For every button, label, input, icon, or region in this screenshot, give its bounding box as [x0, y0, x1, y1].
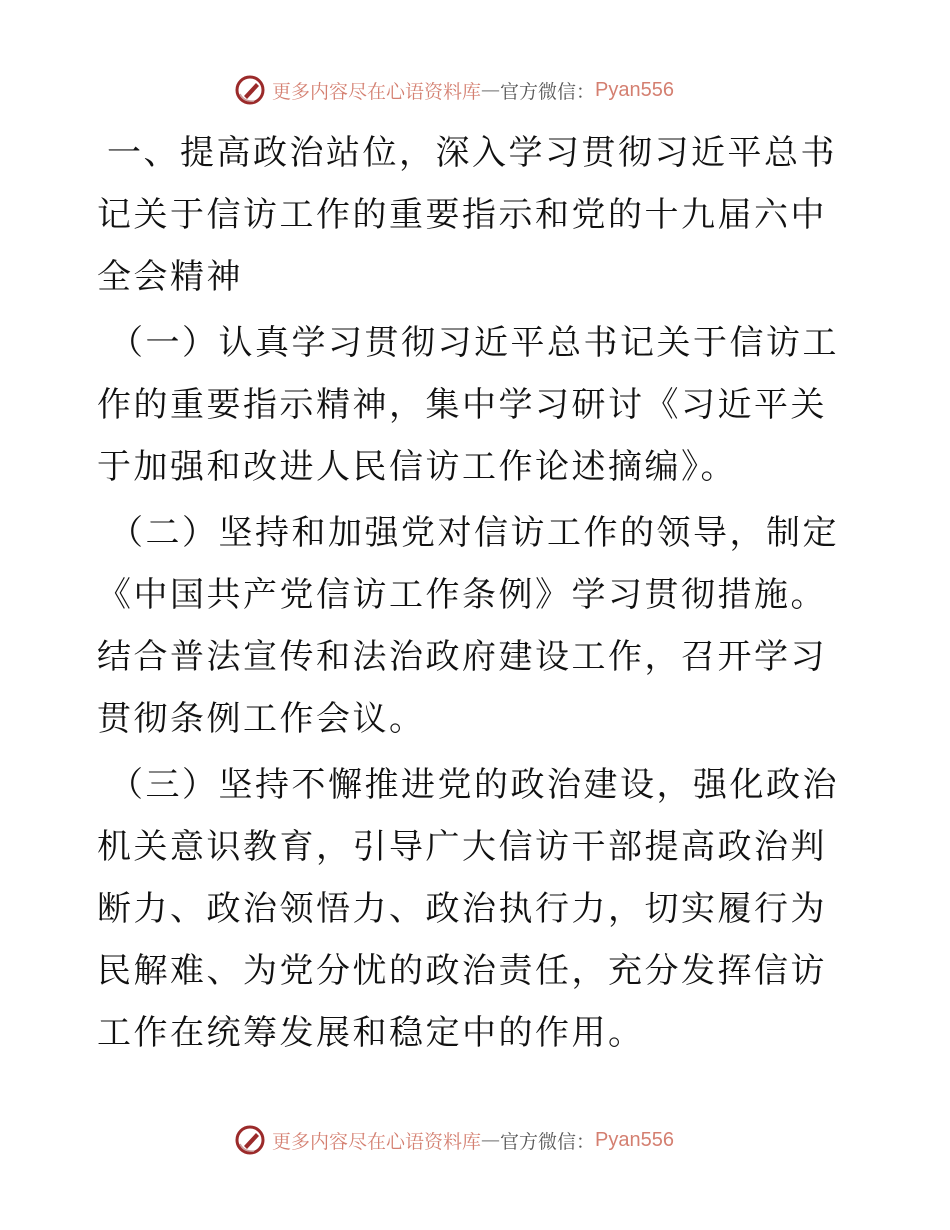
- pen-logo-icon: [234, 1124, 266, 1156]
- header-watermark: [234, 72, 674, 108]
- footer-watermark: [234, 1122, 674, 1158]
- section-heading: 一、提高政治站位，深入学习贯彻习近平总书记关于信访工作的重要指示和党的十九届六中全会精神: [97, 133, 837, 297]
- watermark-wechat-label: 官方微信：: [500, 1130, 596, 1153]
- watermark-dash: —: [481, 1129, 501, 1151]
- watermark-wechat-id: Pyan556: [595, 1128, 674, 1151]
- watermark-dash: —: [481, 79, 501, 101]
- document-body: [97, 122, 857, 1064]
- watermark-wechat-id: Pyan556: [595, 78, 674, 101]
- paragraph-1: （一）认真学习贯彻习近平总书记关于信访工作的重要指示精神，集中学习研讨《习近平关于加强和改进人民信访工作论述摘编》。: [97, 323, 839, 487]
- watermark-wechat-label: 官方微信：: [500, 80, 596, 103]
- pen-logo-icon: [234, 74, 266, 106]
- watermark-site-text: 更多内容尽在心语资料库: [272, 80, 482, 103]
- paragraph-2: （二）坚持和加强党对信访工作的领导，制定《中国共产党信访工作条例》学习贯彻措施。结合普法宣传和法治政府建设工作，召开学习贯彻条例工作会议。: [97, 513, 839, 739]
- watermark-site-text: 更多内容尽在心语资料库: [272, 1130, 482, 1153]
- paragraph-3: （三）坚持不懈推进党的政治建设，强化政治机关意识教育，引导广大信访干部提高政治判断力、政治领悟力、政治执行力，切实履行为民解难、为党分忧的政治责任，充分发挥信访工作在统筹发展和稳定中的作用。: [97, 765, 839, 1053]
